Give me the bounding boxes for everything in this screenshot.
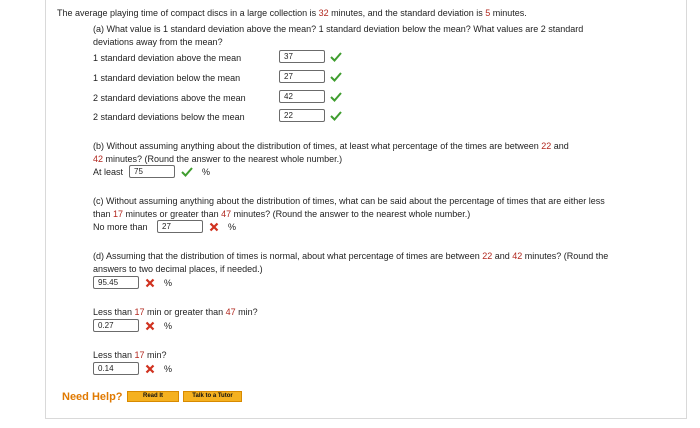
percent-unit: %	[202, 167, 211, 177]
x-icon	[145, 278, 155, 288]
answer-input-part-d-less[interactable]: 0.14	[93, 362, 139, 375]
answer-input-2sd-above[interactable]: 42	[279, 90, 325, 103]
part-d-question-line2: answers to two decimal places, if needed.)	[93, 264, 263, 274]
x-icon	[145, 321, 155, 331]
read-it-button[interactable]: Read It	[127, 391, 179, 402]
percent-unit: %	[164, 278, 173, 288]
part-d-question-line1: (d) Assuming that the distribution of times is normal, about what percentage of times are between 22 and 42 minutes? (Round the	[93, 251, 609, 261]
percent-unit: %	[164, 321, 173, 331]
check-icon	[181, 167, 193, 177]
part-a-question-line2: deviations away from the mean?	[93, 37, 223, 47]
row-label-2sd-above: 2 standard deviations above the mean	[93, 93, 246, 103]
row-label-2sd-below: 2 standard deviations below the mean	[93, 112, 245, 122]
check-icon	[330, 52, 342, 62]
problem-statement: The average playing time of compact discs in a large collection is 32 minutes, and the standard deviation is 5 minutes.	[57, 8, 527, 18]
part-c-question-line1: (c) Without assuming anything about the distribution of times, what can be said about the percentage of times that are either less	[93, 196, 605, 206]
row-label-1sd-above: 1 standard deviation above the mean	[93, 53, 242, 63]
x-icon	[209, 222, 219, 232]
percent-unit: %	[164, 364, 173, 374]
answer-input-part-c[interactable]: 27	[157, 220, 203, 233]
answer-input-part-d-outside[interactable]: 0.27	[93, 319, 139, 332]
answer-input-1sd-above[interactable]: 37	[279, 50, 325, 63]
part-c-prefix: No more than	[93, 222, 148, 232]
row-label-1sd-below: 1 standard deviation below the mean	[93, 73, 241, 83]
check-icon	[330, 92, 342, 102]
x-icon	[145, 364, 155, 374]
answer-input-2sd-below[interactable]: 22	[279, 109, 325, 122]
part-b-question-line2: 42 minutes? (Round the answer to the nearest whole number.)	[93, 154, 343, 164]
check-icon	[330, 111, 342, 121]
answer-input-1sd-below[interactable]: 27	[279, 70, 325, 83]
percent-unit: %	[228, 222, 237, 232]
part-d-question-2: Less than 17 min or greater than 47 min?	[93, 307, 258, 317]
part-b-prefix: At least	[93, 167, 124, 177]
part-b-question-line1: (b) Without assuming anything about the distribution of times, at least what percentage of the times are between 22 and	[93, 141, 569, 151]
check-icon	[330, 72, 342, 82]
part-a-question-line1: (a) What value is 1 standard deviation above the mean? 1 standard deviation below the mean? What values are 2 standard	[93, 24, 584, 34]
part-d-question-3: Less than 17 min?	[93, 350, 167, 360]
answer-input-part-d-between[interactable]: 95.45	[93, 276, 139, 289]
answer-input-part-b[interactable]: 75	[129, 165, 175, 178]
part-c-question-line2: than 17 minutes or greater than 47 minutes? (Round the answer to the nearest whole number.)	[93, 209, 471, 219]
need-help-label: Need Help?	[62, 391, 123, 403]
talk-to-tutor-button[interactable]: Talk to a Tutor	[183, 391, 242, 402]
